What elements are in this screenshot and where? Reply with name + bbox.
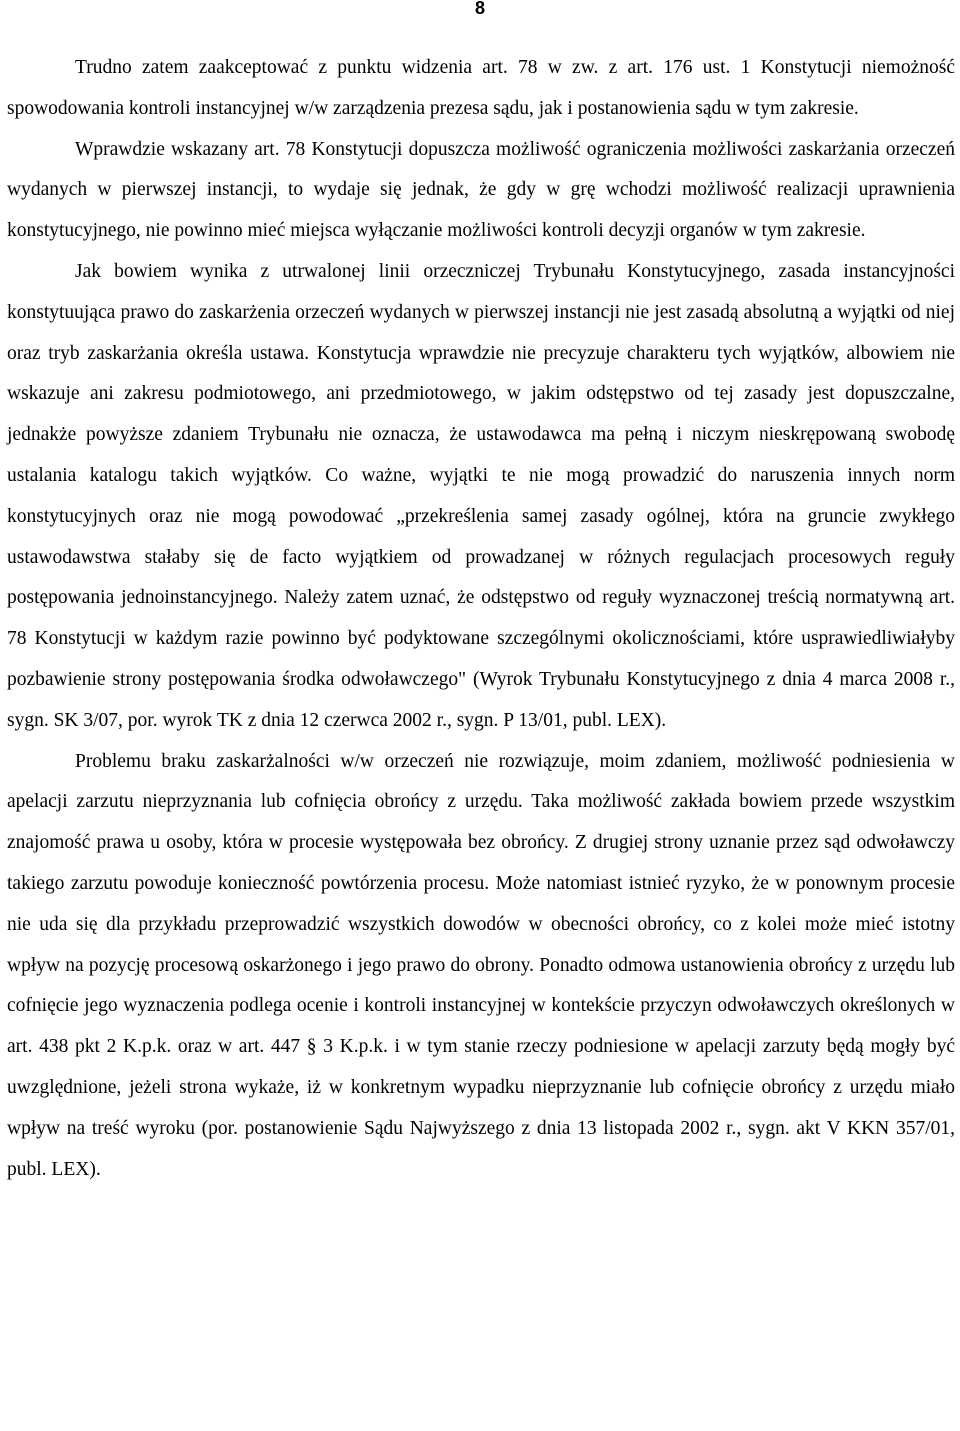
page-number: 8 — [474, 0, 485, 18]
paragraph-1: Trudno zatem zaakceptować z punktu widzenia art. 78 w zw. z art. 176 ust. 1 Konstytucji niemożność spowodowania kontroli instancyjnej w/w zarządzenia prezesa sądu, jak i postanowienia sądu w tym zakresie. — [7, 57, 955, 119]
document-body — [7, 48, 955, 1190]
paragraph-2: Wprawdzie wskazany art. 78 Konstytucji dopuszcza możliwość ograniczenia możliwości zaskarżania orzeczeń wydanych w pierwszej instancji, to wydaje się jednak, że gdy w grę wchodzi możliwość realizacji uprawnienia konstytucyjnego, nie powinno mieć miejsca wyłączanie możliwości kontroli decyzji organów w tym zakresie. — [7, 138, 955, 242]
paragraph-4: Problemu braku zaskarżalności w/w orzeczeń nie rozwiązuje, moim zdaniem, możliwość podniesienia w apelacji zarzutu nieprzyznania lub cofnięcia obrońcy z urzędu. Taka możliwość zakłada bowiem przede wszystkim znajomość prawa u osoby, która w procesie występowała bez obrońcy. Z drugiej strony uznanie przez sąd odwoławczy takiego zarzutu powoduje konieczność powtórzenia procesu. Może natomiast istnieć ryzyko, że w ponownym procesie nie uda się dla przykładu przeprowadzić wszystkich dowodów w obecności obrońcy, co z kolei może mieć istotny wpływ na pozycję procesową oskarżonego i jego prawo do obrony. Ponadto odmowa ustanowienia obrońcy z urzędu lub cofnięcie jego wyznaczenia podlega ocenie i kontroli instancyjnej w kontekście przyczyn odwoławczych określonych w art. 438 pkt 2 K.p.k. oraz w art. 447 § 3 K.p.k. i w tym stanie rzeczy podniesione w apelacji zarzuty będą mogły być uwzględnione, jeżeli strona wykaże, iż w konkretnym wypadku nieprzyznanie lub cofnięcie obrońcy z urzędu miało wpływ na treść wyroku (por. postanowienie Sądu Najwyższego z dnia 13 listopada 2002 r., sygn. akt V KKN 357/01, publ. LEX). — [7, 750, 955, 1180]
paragraph-3: Jak bowiem wynika z utrwalonej linii orzeczniczej Trybunału Konstytucyjnego, zasada instancyjności konstytuująca prawo do zaskarżenia orzeczeń wydanych w pierwszej instancji nie jest zasadą absolutną a wyjątki od niej oraz tryb zaskarżania określa ustawa. Konstytucja wprawdzie nie precyzuje charakteru tych wyjątków, albowiem nie wskazuje ani zakresu podmiotowego, ani przedmiotowego, w jakim odstępstwo od tej zasady jest dopuszczalne, jednakże powyższe zdaniem Trybunału nie oznacza, że ustawodawca ma pełną i niczym nieskrępowaną swobodę ustalania katalogu takich wyjątków. Co ważne, wyjątki te nie mogą prowadzić do naruszenia innych norm konstytucyjnych oraz nie mogą powodować „przekreślenia samej zasady ogólnej, która na gruncie zwykłego ustawodawstwa stałaby się de facto wyjątkiem od prowadzanej w różnych regulacjach procesowych reguły postępowania jednoinstancyjnego. Należy zatem uznać, że odstępstwo od reguły wyznaczonej treścią normatywną art. 78 Konstytucji w każdym razie powinno być podyktowane szczególnymi okolicznościami, które usprawiedliwiałyby pozbawienie strony postępowania środka odwoławczego" (Wyrok Trybunału Konstytucyjnego z dnia 4 marca 2008 r., sygn. SK 3/07, por. wyrok TK z dnia 12 czerwca 2002 r., sygn. P 13/01, publ. LEX). — [7, 260, 955, 731]
